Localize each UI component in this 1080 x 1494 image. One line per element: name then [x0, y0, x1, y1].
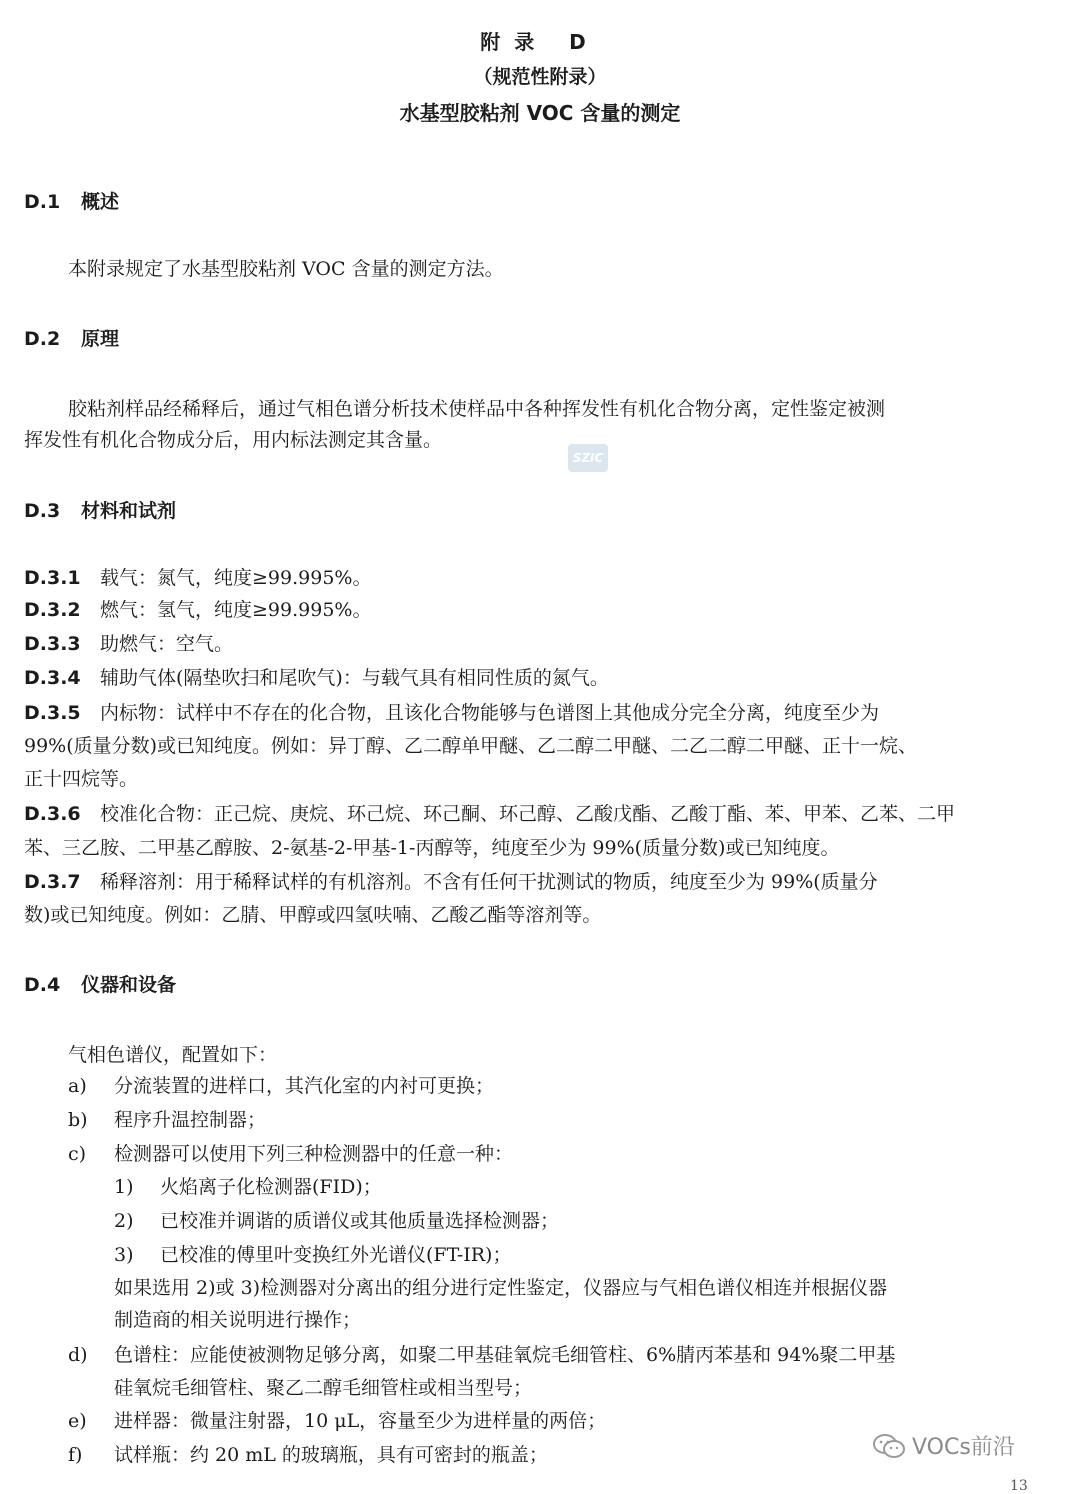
item-number: D.3.4 — [24, 667, 81, 689]
d4-item-a — [68, 1071, 494, 1101]
section-number: D.2 — [24, 328, 61, 350]
wechat-icon — [872, 1433, 906, 1459]
d3-item-6-line-2: 苯、三乙胺、二甲基乙醇胺、2-氨基-2-甲基-1-丙醇等，纯度至少为 99%(质量分数)或已知纯度。 — [24, 837, 840, 859]
item-number: D.3.3 — [24, 633, 81, 655]
section-title: 材料和试剂 — [81, 500, 177, 522]
d3-item-5-line-3: 正十四烷等。 — [24, 768, 139, 790]
item-label: d) — [68, 1344, 88, 1366]
sub-label: 1) — [114, 1176, 134, 1198]
item-text: 辅助气体(隔垫吹扫和尾吹气)：与载气具有相同性质的氮气。 — [100, 667, 609, 689]
item-text: 燃气：氢气，纯度≥99.995%。 — [100, 599, 372, 621]
appendix-type: （规范性附录） — [473, 66, 607, 88]
item-number: D.3.5 — [24, 702, 81, 724]
d3-item-6 — [24, 799, 955, 829]
item-label: b) — [68, 1109, 88, 1131]
section-number: D.3 — [24, 500, 61, 522]
sub-text: 已校准并调谐的质谱仪或其他质量选择检测器； — [160, 1210, 560, 1232]
sub-label: 3) — [114, 1244, 134, 1266]
d4-c-sub-2 — [114, 1206, 559, 1236]
section-title: 概述 — [81, 191, 120, 213]
sub-label: 2) — [114, 1210, 134, 1232]
item-number: D.3.6 — [24, 803, 81, 825]
appendix-label: 附录 D — [480, 30, 600, 54]
section-heading-d4 — [24, 970, 176, 997]
item-text: 分流装置的进样口，其汽化室的内衬可更换； — [114, 1075, 495, 1097]
d4-c-sub-3 — [114, 1240, 511, 1270]
section-number: D.4 — [24, 974, 61, 996]
page-number: 13 — [1010, 1478, 1028, 1494]
d4-item-e — [68, 1406, 606, 1436]
d4-item-c — [68, 1139, 513, 1169]
wechat-account-name: VOCs前沿 — [912, 1435, 1015, 1460]
item-text: 助燃气：空气。 — [100, 633, 234, 655]
d4-c-sub-1 — [114, 1172, 382, 1202]
item-text: 程序升温控制器； — [114, 1109, 267, 1131]
item-number: D.3.1 — [24, 567, 81, 589]
section-title: 仪器和设备 — [81, 974, 177, 996]
d3-item-4 — [24, 663, 609, 693]
d3-item-7 — [24, 867, 878, 897]
d4-item-d — [68, 1340, 895, 1370]
d4-c-note-line-2: 制造商的相关说明进行操作； — [114, 1309, 362, 1331]
d3-item-7-line-2: 数)或已知纯度。例如：乙腈、甲醇或四氢呋喃、乙酸乙酯等溶剂等。 — [24, 904, 602, 926]
d3-item-3 — [24, 629, 233, 659]
item-label: c) — [68, 1143, 87, 1165]
d2-text-line-2: 挥发性有机化合物成分后，用内标法测定其含量。 — [24, 429, 443, 451]
item-label: f) — [68, 1444, 83, 1466]
item-text: 色谱柱：应能使被测物足够分离，如聚二甲基硅氧烷毛细管柱、6%腈丙苯基和 94%聚二甲基 — [114, 1344, 896, 1366]
item-text: 检测器可以使用下列三种检测器中的任意一种： — [114, 1143, 514, 1165]
sub-text: 火焰离子化检测器(FID)； — [160, 1176, 382, 1198]
section-heading-d1 — [24, 187, 119, 214]
item-label: a) — [68, 1075, 87, 1097]
section-number: D.1 — [24, 191, 61, 213]
d4-item-f — [68, 1440, 548, 1470]
d3-item-5 — [24, 698, 879, 728]
wechat-watermark — [872, 1430, 1015, 1461]
section-title: 原理 — [81, 328, 120, 350]
section-heading-d2 — [24, 324, 119, 351]
szic-watermark-logo: SZIC — [568, 444, 608, 472]
appendix-title: 水基型胶粘剂 VOC 含量的测定 — [399, 101, 681, 125]
d2-text-line-1: 胶粘剂样品经稀释后，通过气相色谱分析技术使样品中各种挥发性有机化合物分离，定性鉴定被测 — [68, 398, 886, 420]
section-heading-d3 — [24, 496, 176, 523]
item-text: 内标物：试样中不存在的化合物，且该化合物能够与色谱图上其他成分完全分离，纯度至少为 — [100, 702, 880, 724]
item-number: D.3.2 — [24, 599, 81, 621]
d4-intro: 气相色谱仪，配置如下： — [68, 1044, 278, 1066]
d4-item-b — [68, 1105, 266, 1135]
d4-item-d-line-2: 硅氧烷毛细管柱、聚乙二醇毛细管柱或相当型号； — [114, 1377, 533, 1399]
item-label: e) — [68, 1410, 87, 1432]
item-text: 进样器：微量注射器，10 μL，容量至少为进样量的两倍； — [114, 1410, 607, 1432]
d4-c-note-line-1: 如果选用 2)或 3)检测器对分离出的组分进行定性鉴定，仪器应与气相色谱仪相连并根据仪器 — [114, 1277, 888, 1299]
item-text: 试样瓶：约 20 mL 的玻璃瓶，具有可密封的瓶盖； — [114, 1444, 548, 1466]
d1-text: 本附录规定了水基型胶粘剂 VOC 含量的测定方法。 — [68, 258, 504, 280]
sub-text: 已校准的傅里叶变换红外光谱仪(FT-IR)； — [160, 1244, 512, 1266]
d3-item-1 — [24, 563, 371, 593]
d3-item-2 — [24, 595, 371, 625]
item-text: 载气：氮气，纯度≥99.995%。 — [100, 567, 372, 589]
item-number: D.3.7 — [24, 871, 81, 893]
d3-item-5-line-2: 99%(质量分数)或已知纯度。例如：异丁醇、乙二醇单甲醚、乙二醇二甲醚、二乙二醇二甲醚、正十一烷、 — [24, 735, 918, 757]
item-text: 校准化合物：正己烷、庚烷、环己烷、环己酮、环己醇、乙酸戊酯、乙酸丁酯、苯、甲苯、乙苯、二甲 — [100, 803, 956, 825]
item-text: 稀释溶剂：用于稀释试样的有机溶剂。不含有任何干扰测试的物质，纯度至少为 99%(质量分 — [100, 871, 878, 893]
